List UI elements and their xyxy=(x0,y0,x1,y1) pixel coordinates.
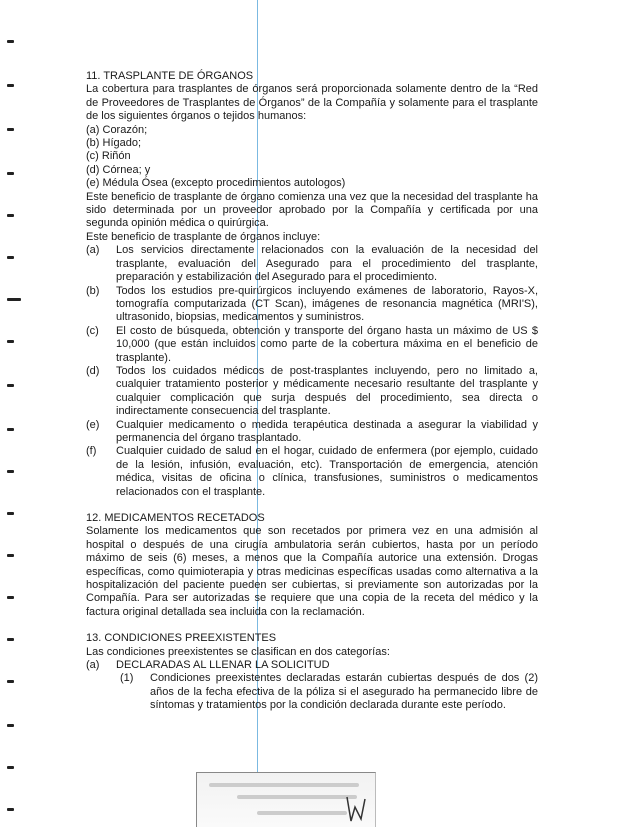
condition-item-label: (1) xyxy=(120,672,134,685)
benefit-item-label: (e) xyxy=(86,418,100,431)
margin-mark xyxy=(7,340,14,343)
margin-mark xyxy=(7,214,14,217)
margin-mark xyxy=(7,84,14,87)
margin-mark xyxy=(7,724,14,727)
subsection-a-heading: DECLARADAS AL LLENAR LA SOLICITUD xyxy=(116,659,330,672)
section-spacer xyxy=(86,619,538,632)
benefit-item-label: (f) xyxy=(86,445,97,458)
benefit-item xyxy=(86,419,538,446)
benefit-item xyxy=(86,244,538,284)
benefit-item xyxy=(86,325,538,365)
section-11-heading: 11. TRASPLANTE DE ÓRGANOS xyxy=(86,70,254,82)
organ-item: (e) Médula Ósea (excepto procedimientos autologos) xyxy=(86,177,346,190)
organ-item: (d) Córnea; y xyxy=(86,163,151,176)
margin-mark xyxy=(7,470,14,473)
margin-mark xyxy=(7,512,14,515)
condition-item xyxy=(86,672,538,712)
margin-mark xyxy=(7,384,14,387)
benefit-item xyxy=(86,365,538,419)
benefit-item-label: (d) xyxy=(86,364,100,377)
margin-mark xyxy=(7,428,14,431)
organ-item: (b) Hígado; xyxy=(86,137,142,150)
section-spacer xyxy=(86,499,538,512)
benefit-item xyxy=(86,445,538,499)
signature-mark xyxy=(343,793,373,825)
margin-mark xyxy=(7,766,14,769)
section-11-intro: La cobertura para trasplantes de órganos será proporcionada solamente dentro de la “Red de Proveedores de Trasplantes de Órganos” de la Compañía y solamente para el trasplante de los siguientes órganos o tejidos humanos: xyxy=(86,83,538,123)
benefit-item-text: Cualquier cuidado de salud en el hogar, cuidado de enfermera (por ejemplo, cuidado de la lesión, infusión, evaluación, etc). Transportación de emergencia, atención médica, visitas de oficina o clínica, transfusiones, suministros o medicamentos relacionados con el trasplante. xyxy=(116,445,538,498)
margin-mark xyxy=(7,128,14,131)
subsection-a-label: (a) xyxy=(86,659,100,672)
margin-mark xyxy=(7,680,14,683)
benefit-item-label: (b) xyxy=(86,284,100,297)
stamp-text-line xyxy=(237,795,357,799)
margin-mark xyxy=(7,808,14,811)
benefit-item-text: Todos los estudios pre-quirúrgicos incluyendo exámenes de laboratorio, Rayos-X, tomografía computarizada (CT Scan), imágenes de resonancia magnética (MRI'S), ultrasonido, biopsias, medicamentos y suministros. xyxy=(116,284,538,324)
benefit-item-text: El costo de búsqueda, obtención y transporte del órgano hasta un máximo de US $ 10,000 (que están incluidos como parte de la cobertura máxima en el beneficio de trasplante). xyxy=(116,324,538,364)
margin-mark xyxy=(7,40,14,43)
margin-mark xyxy=(7,638,14,641)
organ-item: (c) Riñón xyxy=(86,150,131,163)
margin-mark xyxy=(7,298,21,301)
binder-margin-marks xyxy=(0,0,20,826)
section-11-includes: Este beneficio de trasplante de órganos incluye: xyxy=(86,230,321,243)
condition-item-text: Condiciones preexistentes declaradas estarán cubiertas después de dos (2) años de la fecha efectiva de la póliza si el asegurado ha permanecido libre de síntomas y tratamientos por la condición declarada durante este período. xyxy=(150,672,538,712)
margin-mark xyxy=(7,256,14,259)
document-body xyxy=(86,70,538,713)
benefit-item-text: Todos los cuidados médicos de post-trasplantes incluyendo, pero no limitado a, cualquier tratamiento posterior y médicamente necesario resultante del trasplante y cualquier complicación que surja después del procedimiento, sea directa o indirectamente consecuencia del trasplante. xyxy=(116,364,538,418)
benefit-item xyxy=(86,285,538,325)
benefit-item-text: Los servicios directamente relacionados con la evaluación de la necesidad del trasplante, evaluación del Asegurado para el procedimiento del trasplante, preparación y estabilización del Asegurado para el procedimiento. xyxy=(116,244,538,284)
stamp-text-line xyxy=(209,783,359,787)
margin-mark xyxy=(7,596,14,599)
margin-mark xyxy=(7,172,14,175)
benefit-item-label: (a) xyxy=(86,244,100,257)
approval-stamp xyxy=(196,772,376,827)
margin-mark xyxy=(7,554,14,557)
benefit-item-label: (c) xyxy=(86,324,99,337)
stamp-text-line xyxy=(257,811,347,815)
section-13-heading: 13. CONDICIONES PREEXISTENTES xyxy=(86,632,277,645)
section-12-heading: 12. MEDICAMENTOS RECETADOS xyxy=(86,512,265,524)
subsection-a xyxy=(86,659,538,672)
section-13-intro: Las condiciones preexistentes se clasifican en dos categorías: xyxy=(86,645,390,658)
organ-item: (a) Corazón; xyxy=(86,123,148,136)
section-11-benefit: Este beneficio de trasplante de órgano comienza una vez que la necesidad del trasplante ha sido determinada por un proveedor aprobado por la Compañía y certificada por una segunda opinión médica o quirúrgica. xyxy=(86,190,538,230)
section-12-body: Solamente los medicamentos que son recetados por primera vez en una admisión al hospital o después de una cirugía ambulatoria serán cubiertos, hasta por un período máximo de seis (6) meses, a menos que la Compañía autorice una extensión. Drogas específicas, como quimioterapia y otras medicinas específicas usadas como alternativa a la hospitalización del paciente pueden ser cubiertas, si previamente son autorizadas por la Compañía. Para ser autorizadas se requiere que una copia de la receta del médico y la factura original detallada sea incluida con la reclamación. xyxy=(86,525,538,618)
benefit-item-text: Cualquier medicamento o medida terapéutica destinada a asegurar la viabilidad y permanencia del órgano trasplantado. xyxy=(116,418,538,444)
